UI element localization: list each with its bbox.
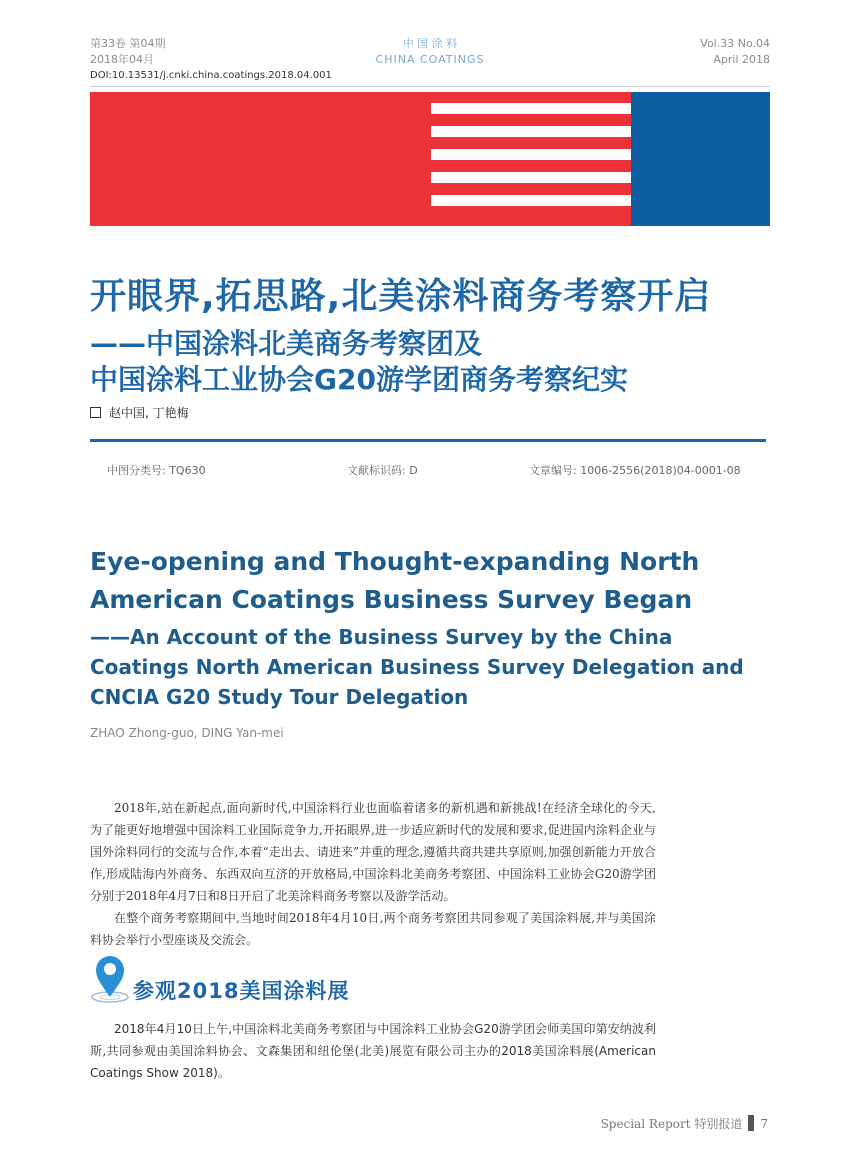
title-cn-main: 开眼界,拓思路,北美涂料商务考察开启 bbox=[90, 276, 712, 317]
article-number: 文章编号: 1006-2556(2018)04-0001-08 bbox=[529, 464, 741, 477]
banner-stripe bbox=[431, 149, 631, 160]
location-pin-icon bbox=[88, 951, 132, 1007]
issue-volume: 第33卷 第04期 bbox=[90, 37, 166, 50]
journal-name-cn: 中 国 涂 料 bbox=[402, 37, 458, 50]
title-divider bbox=[90, 439, 766, 442]
title-cn-subtitle-line2: 中国涂料工业协会G20游学团商务考察纪实 bbox=[90, 363, 628, 396]
issue-date-en: April 2018 bbox=[713, 53, 770, 66]
authors-cn-text: 赵中国, 丁艳梅 bbox=[109, 406, 189, 420]
journal-name-en: CHINA COATINGS bbox=[375, 53, 485, 66]
clc-number: 中图分类号: TQ630 bbox=[107, 464, 206, 477]
section-heading: 参观2018美国涂料展 bbox=[133, 979, 350, 1003]
page-number: 7 bbox=[760, 1117, 768, 1131]
authors-cn bbox=[90, 404, 189, 421]
footer-section-label: Special Report 特别报道 bbox=[600, 1117, 743, 1131]
checkbox-square-icon bbox=[90, 407, 101, 418]
banner-stripe bbox=[431, 126, 631, 137]
banner-stripe bbox=[431, 195, 631, 206]
footer-bar bbox=[748, 1115, 754, 1131]
banner-stripe bbox=[431, 103, 631, 114]
title-en-main: Eye-opening and Thought-expanding North American Coatings Business Survey Began bbox=[90, 547, 700, 614]
title-en-subtitle: ——An Account of the Business Survey by the China Coatings North American Business Survey Delegation and CNCIA G20 Study Tour Delegation bbox=[90, 625, 744, 709]
document-code: 文献标识码: D bbox=[347, 464, 418, 477]
banner-blue-block bbox=[631, 92, 770, 226]
issue-date: 2018年04月 bbox=[90, 53, 154, 66]
body-paragraph-3: 2018年4月10日上午,中国涂料北美商务考察团与中国涂料工业协会G20游学团会师美国印第安纳波利斯,共同参观由美国涂料协会、文森集团和纽伦堡(北美)展览有限公司主办的2018美国涂料展(American Coatings Show 2018)。 bbox=[90, 1022, 656, 1080]
body-paragraph-1: 2018年,站在新起点,面向新时代,中国涂料行业也面临着诸多的新机遇和新挑战!在经济全球化的今天,为了能更好地增强中国涂料工业国际竞争力,开拓眼界,进一步适应新时代的发展和要求,促进国内涂料企业与国外涂料同行的交流与合作,本着“走出去、请进来”并重的理念,遵循共商共建共享原则,加强创新能力开放合作,形成陆海内外商务、东西双向互济的开放格局,中国涂料北美商务考察团、中国涂料工业协会G20游学团分别于2018年4月7日和8日开启了北美涂料商务考察以及游学活动。 bbox=[90, 801, 656, 903]
header-divider bbox=[90, 86, 770, 87]
title-cn-subtitle-line1: ——中国涂料北美商务考察团及 bbox=[90, 327, 483, 360]
doi: DOI:10.13531/j.cnki.china.coatings.2018.04.001 bbox=[90, 70, 332, 81]
page-footer bbox=[601, 1115, 768, 1132]
authors-en: ZHAO Zhong-guo, DING Yan-mei bbox=[90, 726, 284, 740]
body-paragraph-2: 在整个商务考察期间中,当地时间2018年4月10日,两个商务考察团共同参观了美国涂料展,并与美国涂料协会举行小型座谈及交流会。 bbox=[90, 911, 656, 947]
issue-volume-en: Vol.33 No.04 bbox=[700, 37, 770, 50]
issue-info-en bbox=[700, 36, 770, 68]
banner-stripe bbox=[431, 172, 631, 183]
